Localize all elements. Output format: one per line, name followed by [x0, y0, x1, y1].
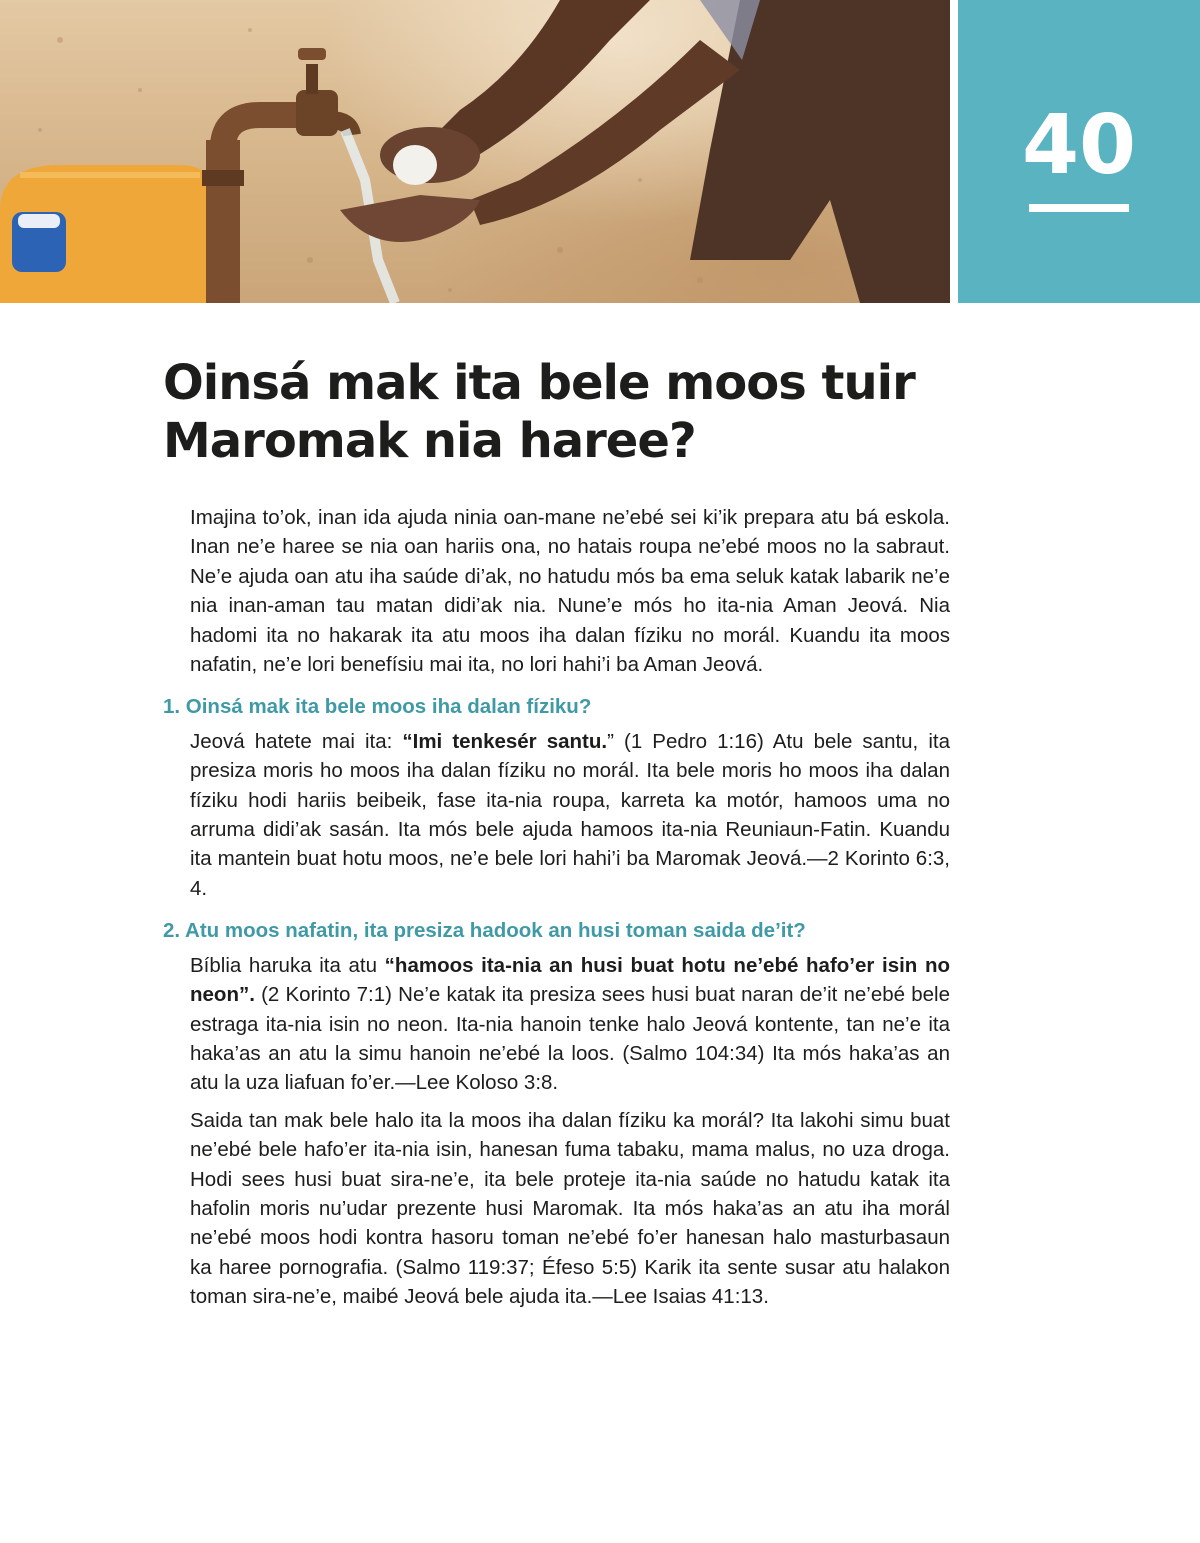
paragraph-text: Bíblia haruka ita atu [190, 953, 385, 977]
section-1-paragraph [190, 727, 950, 903]
chapter-number: 40 [1021, 98, 1137, 193]
section-heading-1: 1. Oinsá mak ita bele moos iha dalan fíziku? [163, 695, 592, 719]
paragraph-text: ” (1 Pedro 1:16) Atu bele santu, ita presiza moris ho moos iha dalan fíziku no morál. Ita bele moris ho moos iha dalan fíziku hodi hariis beibeik, fase ita-nia roupa, karreta ka motór, hamoos uma no arruma didi’ak sasán. Ita mós bele ajuda hamoos ita-nia Reuniaun-Fatin. Kuandu ita mantein buat hotu moos, ne’e bele lori hahi’i ba Maromak Jeová.—2 Korinto 6:3, 4. [190, 729, 950, 900]
paragraph-text: (2 Korinto 7:1) Ne’e katak ita presiza sees husi buat naran de’it ne’ebé bele estraga ita-nia isin no neon. Ita-nia hanoin tenke halo Jeová kontente, tan ne’e ita haka’as an atu la simu hanoin ne’ebé la loos. (Salmo 104:34) Ita mós haka’as an atu la uza liafuan fo’er.—Lee Koloso 3:8. [190, 983, 950, 1095]
header-photo [0, 0, 950, 303]
section-2-paragraph-1 [190, 951, 950, 1098]
page-title: Oinsá mak ita bele moos tuir Maromak nia haree? [163, 355, 915, 469]
hand-washing-photo [0, 0, 950, 303]
lesson-content [163, 503, 950, 1312]
chapter-underline [1029, 204, 1129, 212]
section-2-paragraph-2: Saida tan mak bele halo ita la moos iha dalan fíziku ka morál? Ita lakohi simu buat ne’ebé bele hafo’er ita-nia isin, hanesan fuma tabaku, mama malus, no uza droga. Hodi sees husi buat sira-ne’e, ita bele proteje ita-nia saúde no hatudu katak ita hafolin moris nu’udar prezente husi Maromak. Ita mós haka’as an atu iha morál ne’ebé moos hodi kontra hasoru toman ne’ebé fo’er hanesan halo masturbasaun ka haree pornografia. (Salmo 119:37; Éfeso 5:5) Karik ita sente susar atu halakon toman sira-ne’e, maibé Jeová bele ajuda ita.—Lee Isaias 41:13. [190, 1108, 950, 1309]
scripture-quote: “hamoos ita-nia an husi buat hotu ne’ebé hafo’er isin no neon”. [190, 953, 950, 1007]
intro-paragraph: Imajina to’ok, inan ida ajuda ninia oan-mane ne’ebé sei ki’ik prepara atu bá eskola. Inan ne’e haree se nia oan hariis ona, no hatais roupa ne’ebé moos no la sabraut. Ne’e ajuda oan atu iha saúde di’ak, no hatudu mós ba ema seluk katak labarik ne’e nia inan-aman tau matan didi’ak nia. Nune’e mós ho ita-nia Aman Jeová. Nia hadomi ita no hakarak ita atu moos iha dalan fíziku no morál. Kuandu ita moos nafatin, ne’e lori benefísiu mai ita, no lori hahi’i ba Aman Jeová. [190, 506, 950, 677]
scripture-quote: “Imi tenkesér santu. [402, 729, 608, 753]
section-heading-2: 2. Atu moos nafatin, ita presiza hadook an husi toman saida de’it? [163, 919, 806, 943]
chapter-badge [958, 0, 1200, 303]
paragraph-text: Jeová hatete mai ita: [190, 729, 403, 753]
